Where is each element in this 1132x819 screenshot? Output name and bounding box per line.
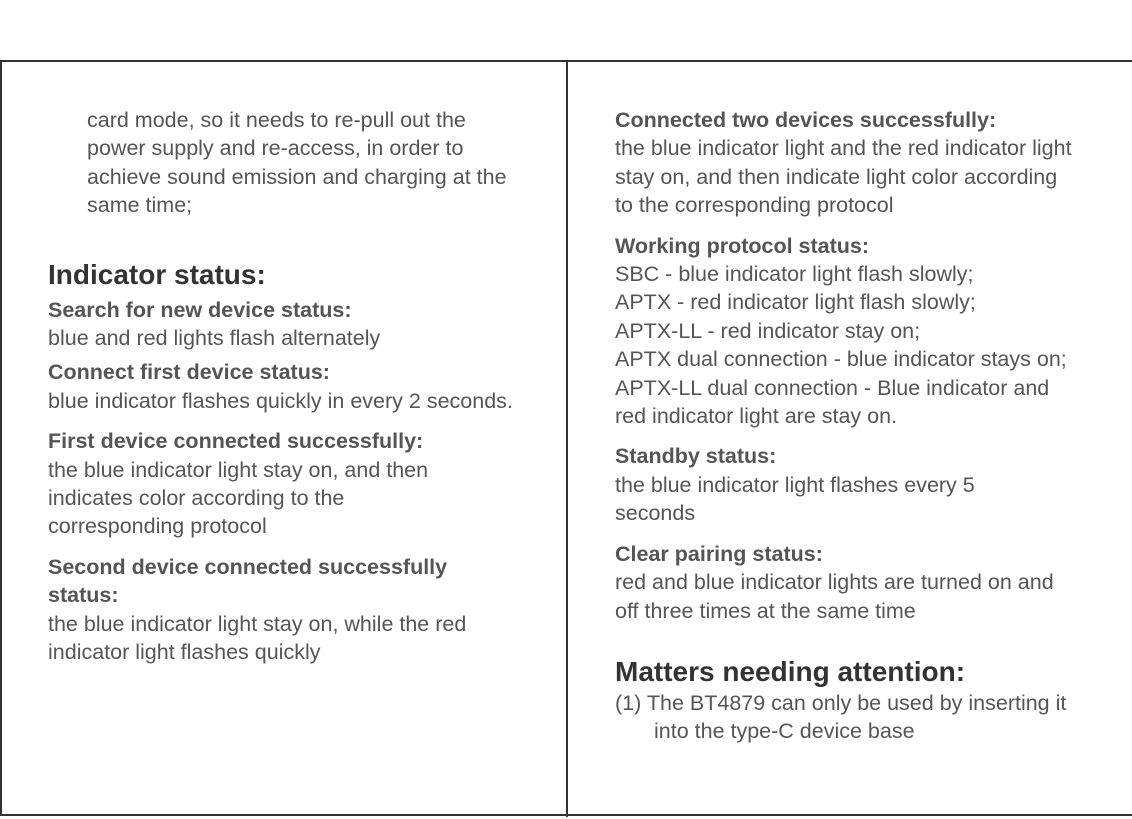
protocol-line: APTX dual connection - blue indicator stays on;: [615, 347, 1067, 372]
status-item-first-connected: [48, 427, 518, 541]
attention-note: (1) The BT4879 can only be used by inserting it into the type-C device base: [615, 690, 1067, 744]
status-item-heading: Second device connected successfully status:: [48, 554, 448, 608]
status-item-search: [48, 296, 518, 353]
status-item-body: blue indicator flashes quickly in every 2 seconds.: [48, 388, 513, 413]
protocol-line: APTX-LL - red indicator stay on;: [615, 318, 921, 343]
protocol-line: APTX-LL dual connection - Blue indicator and red indicator light are stay on.: [615, 375, 1050, 429]
status-item-body: the blue indicator light stay on, while the red indicator light flashes quickly: [48, 611, 467, 665]
status-item-heading: Search for new device status:: [48, 297, 352, 322]
status-item-heading: Clear pairing status:: [615, 541, 823, 566]
status-item-working-protocol: [615, 232, 1085, 431]
continuation-paragraph: card mode, so it needs to re-pull out the power supply and re-access, in order to achieve sound emission and charging at the same time;: [87, 108, 507, 218]
right-column: [615, 106, 1085, 746]
status-item-heading: Connected two devices successfully:: [615, 108, 997, 132]
indicator-status-heading: Indicator status:: [48, 258, 266, 290]
status-item-two-devices: [615, 106, 1085, 220]
protocol-line: APTX - red indicator light flash slowly;: [615, 290, 976, 315]
status-item-heading: Working protocol status:: [615, 233, 870, 258]
status-item-heading: Standby status:: [615, 444, 777, 469]
status-item-body: the blue indicator light stay on, and then indicates color according to the corresponding protocol: [48, 457, 429, 539]
status-item-body: red and blue indicator lights are turned on and off three times at the same time: [615, 570, 1054, 623]
status-item-standby: [615, 442, 1085, 527]
status-item-body: blue and red lights flash alternately: [48, 326, 381, 351]
status-item-heading: First device connected successfully:: [48, 429, 424, 454]
status-item-heading: Connect first device status:: [48, 360, 330, 385]
status-item-body: the blue indicator light flashes every 5 seconds: [615, 472, 975, 526]
status-item-connect-first: [48, 358, 518, 415]
left-column: [48, 106, 518, 667]
attention-heading: Matters needing attention:: [615, 655, 966, 687]
protocol-line: SBC - blue indicator light flash slowly;: [615, 262, 974, 287]
column-divider: [566, 60, 568, 817]
status-item-clear-pairing: [615, 540, 1085, 625]
status-item-second-connected: [48, 553, 518, 667]
status-item-body: the blue indicator light and the red indicator light stay on, and then indicate light color according to the corresponding protocol: [615, 136, 1072, 218]
